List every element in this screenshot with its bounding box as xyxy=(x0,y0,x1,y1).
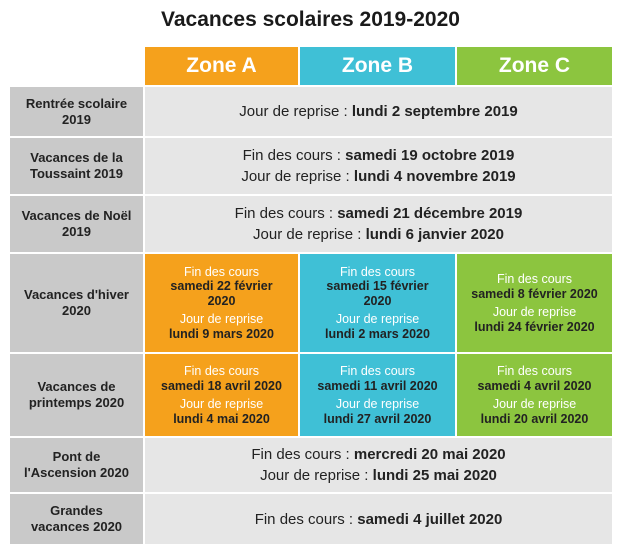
resume-value: lundi 27 avril 2020 xyxy=(323,411,432,426)
row-header-printemps xyxy=(9,353,144,437)
zone-b-header: Zone B xyxy=(299,46,456,86)
grandes-vacances-all-zones-cell xyxy=(144,493,613,545)
end-label: Fin des cours xyxy=(496,272,573,286)
row-header-line: printemps 2020 xyxy=(28,395,125,410)
noel-all-zones-cell xyxy=(144,195,613,253)
zone-a-header: Zone A xyxy=(144,46,299,86)
row-header-ascension xyxy=(9,437,144,493)
row-header-line: Vacances d'hiver xyxy=(24,287,129,302)
date-line xyxy=(145,465,612,486)
date-value: lundi 25 mai 2020 xyxy=(372,467,497,484)
date-value: lundi 6 janvier 2020 xyxy=(365,226,504,243)
date-label: Jour de reprise : xyxy=(260,467,373,484)
row-header-line: l'Ascension 2020 xyxy=(24,465,129,480)
date-line xyxy=(145,509,612,530)
row-header-line: Vacances de la xyxy=(30,150,123,165)
date-line xyxy=(145,224,612,245)
resume-label: Jour de reprise xyxy=(179,312,264,327)
end-value: 2020 xyxy=(363,293,392,308)
end-value: samedi 8 février 2020 xyxy=(471,286,598,301)
date-value: lundi 2 septembre 2019 xyxy=(351,103,518,120)
resume-label: Jour de reprise xyxy=(335,312,420,327)
table-row xyxy=(9,437,613,493)
printemps-zone-c-cell xyxy=(456,353,613,437)
row-header-line: Pont de xyxy=(52,449,101,464)
row-header-line: 2020 xyxy=(62,303,91,318)
hiver-zone-a-cell xyxy=(144,253,299,353)
toussaint-all-zones-cell xyxy=(144,137,613,195)
date-value: lundi 4 novembre 2019 xyxy=(353,168,516,185)
hiver-zone-b-cell xyxy=(299,253,456,353)
date-line xyxy=(145,166,612,187)
row-header-line: 2019 xyxy=(62,224,91,239)
date-line xyxy=(145,203,612,224)
table-row xyxy=(9,137,613,195)
zone-c-header: Zone C xyxy=(456,46,613,86)
row-header-line: Rentrée scolaire xyxy=(25,95,128,111)
row-header-line: Toussaint 2019 xyxy=(30,166,123,181)
row-header-line: Grandes xyxy=(50,503,103,518)
date-value: samedi 19 octobre 2019 xyxy=(345,147,515,164)
row-header-line: 2019 xyxy=(62,111,91,127)
resume-label: Jour de reprise xyxy=(492,397,577,411)
row-header-rentree xyxy=(9,86,144,137)
date-line xyxy=(145,101,612,122)
end-value: samedi 22 février xyxy=(170,279,273,294)
resume-value: lundi 4 mai 2020 xyxy=(173,411,270,426)
resume-value: lundi 9 mars 2020 xyxy=(169,326,274,341)
resume-label: Jour de reprise xyxy=(179,397,264,411)
printemps-zone-a-cell xyxy=(144,353,299,437)
end-label: Fin des cours xyxy=(183,364,260,378)
zones-header-row xyxy=(9,46,613,86)
resume-value: lundi 24 février 2020 xyxy=(474,319,595,334)
date-line xyxy=(145,145,612,166)
row-header-line: Vacances de xyxy=(37,379,116,394)
printemps-zone-b-cell xyxy=(299,353,456,437)
table-row xyxy=(9,86,613,137)
resume-label: Jour de reprise xyxy=(492,305,577,319)
row-header-noel xyxy=(9,195,144,253)
resume-value: lundi 20 avril 2020 xyxy=(480,411,589,426)
row-header-hiver xyxy=(9,253,144,353)
resume-label: Jour de reprise xyxy=(335,397,420,411)
end-label: Fin des cours xyxy=(339,364,416,378)
date-value: mercredi 20 mai 2020 xyxy=(353,446,506,463)
date-line xyxy=(145,444,612,465)
end-value: 2020 xyxy=(207,293,236,308)
header-corner xyxy=(9,46,144,86)
end-label: Fin des cours xyxy=(183,264,260,279)
school-holidays-table xyxy=(8,45,614,546)
table-row xyxy=(9,493,613,545)
date-label: Fin des cours : xyxy=(254,510,358,528)
end-value: samedi 11 avril 2020 xyxy=(317,378,438,393)
end-value: samedi 18 avril 2020 xyxy=(161,378,282,393)
row-header-toussaint xyxy=(9,137,144,195)
table-row xyxy=(9,195,613,253)
page-title: Vacances scolaires 2019-2020 xyxy=(161,8,460,31)
resume-value: lundi 2 mars 2020 xyxy=(325,326,430,341)
hiver-zone-c-cell xyxy=(456,253,613,353)
row-header-grandes-vacances xyxy=(9,493,144,545)
row-header-line: Vacances de Noël xyxy=(21,208,132,223)
date-label: Fin des cours : xyxy=(251,446,354,463)
rentree-all-zones-cell xyxy=(144,86,613,137)
date-label: Fin des cours : xyxy=(234,205,338,222)
end-value: samedi 15 février xyxy=(326,279,429,294)
date-value: samedi 21 décembre 2019 xyxy=(337,205,523,222)
end-value: samedi 4 avril 2020 xyxy=(477,378,592,393)
table-row xyxy=(9,353,613,437)
row-header-line: vacances 2020 xyxy=(30,519,123,534)
table-row xyxy=(9,253,613,353)
date-label: Jour de reprise : xyxy=(241,168,354,185)
date-label: Jour de reprise : xyxy=(239,103,352,120)
date-value: samedi 4 juillet 2020 xyxy=(357,510,503,528)
ascension-all-zones-cell xyxy=(144,437,613,493)
end-label: Fin des cours xyxy=(339,264,416,279)
date-label: Fin des cours : xyxy=(242,147,346,164)
date-label: Jour de reprise : xyxy=(253,226,366,243)
end-label: Fin des cours xyxy=(496,364,573,378)
